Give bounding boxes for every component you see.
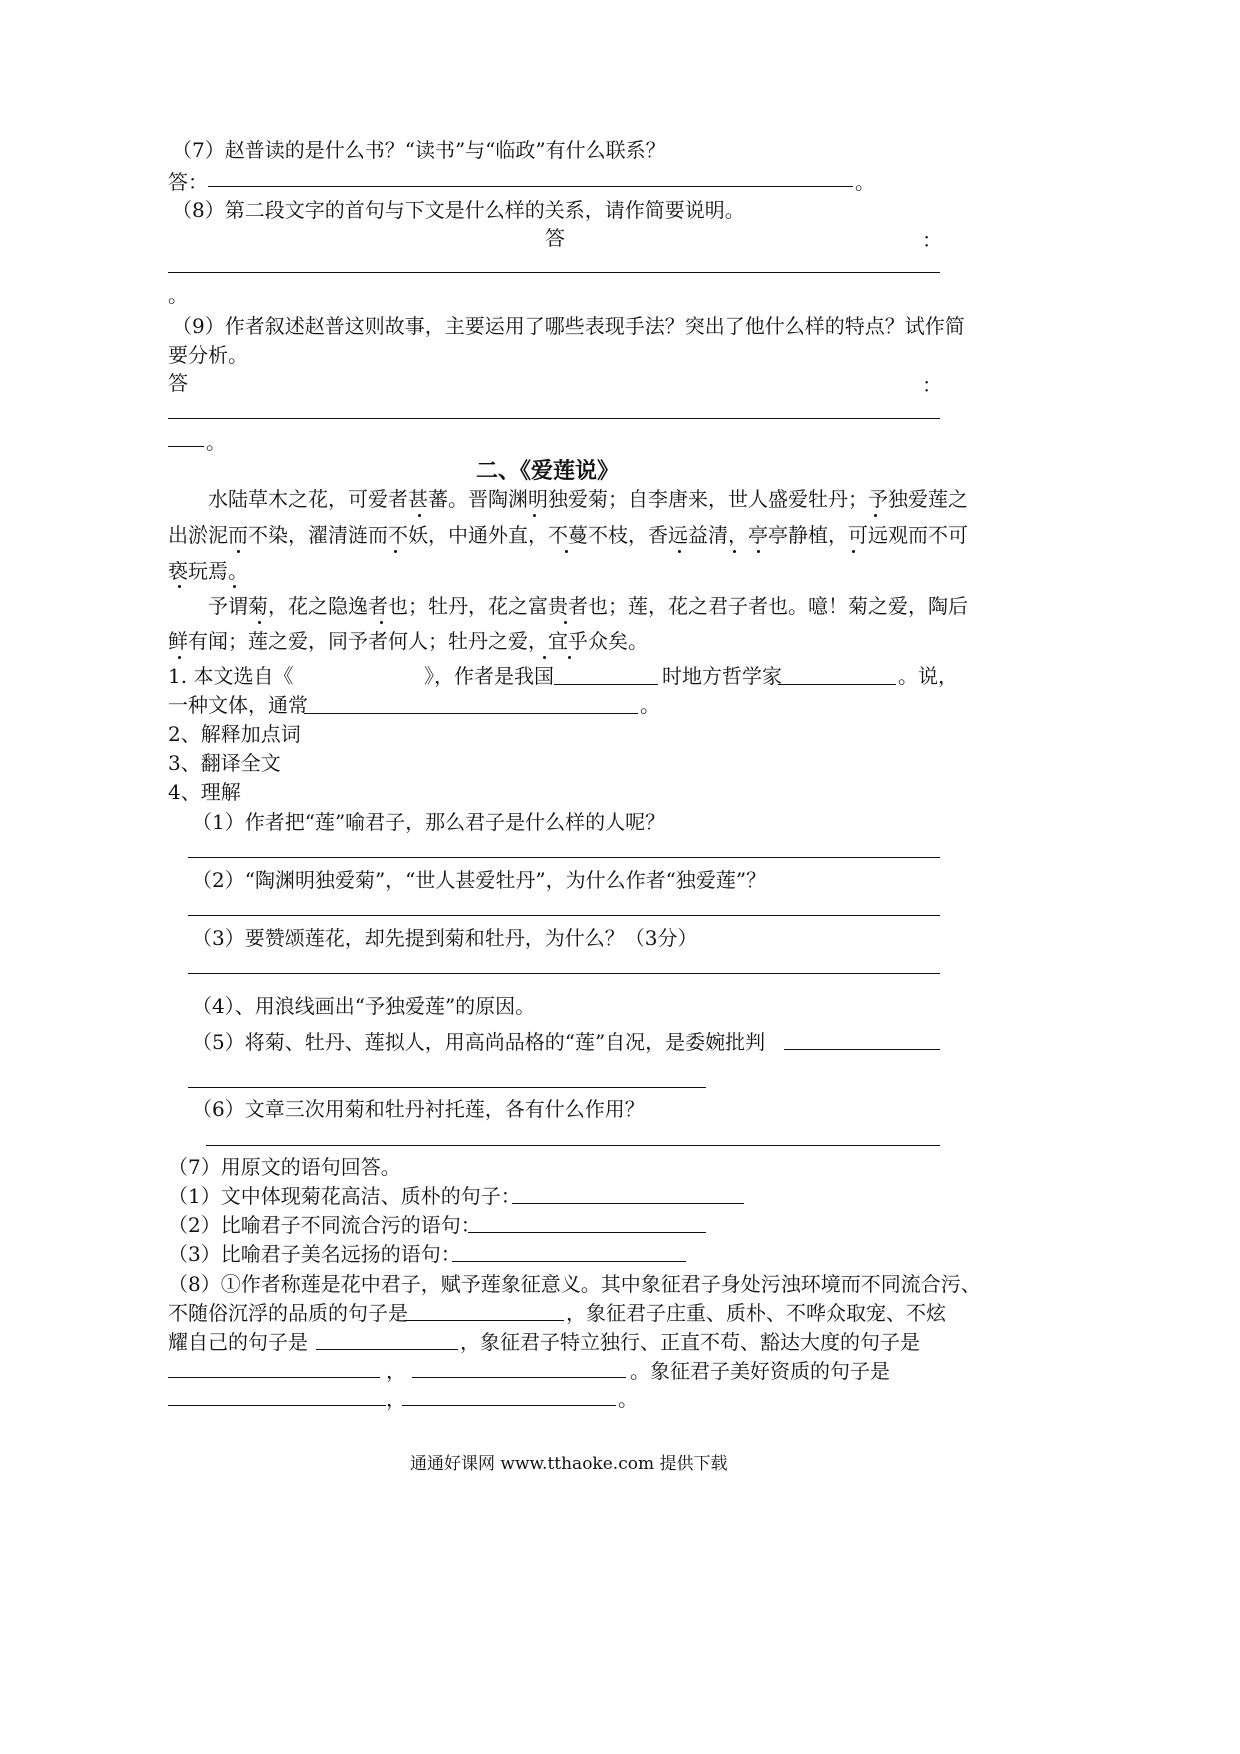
question-7: （7）赵普读的是什么书？“读书”与“临政”有什么联系？	[172, 138, 666, 162]
emphasis-dot	[543, 656, 546, 659]
answer-line-9b[interactable]	[168, 446, 204, 447]
question-4: 4、理解	[168, 780, 241, 804]
emphasis-dot	[233, 585, 236, 588]
answer-end-7: 。	[855, 170, 875, 194]
text-line-2: 出淤泥而不染，濯清涟而不妖，中通外直，不蔓不枝，香远益清，亭亭静植，可远观而不可	[168, 523, 968, 547]
answer-line-s3[interactable]	[188, 973, 940, 974]
sub-question-8-comma-2: ，	[386, 1387, 406, 1411]
sub-question-7: （7）用原文的语句回答。	[168, 1155, 401, 1179]
answer-label-8: 答	[545, 226, 565, 250]
emphasis-dot	[874, 514, 877, 517]
answer-colon-9: ：	[922, 373, 942, 397]
sub-question-8-comma-1: ，	[386, 1359, 406, 1383]
answer-line-s6[interactable]	[206, 1145, 940, 1146]
question-1-a: 1. 本文选自《	[168, 664, 294, 688]
emphasis-dot	[237, 550, 240, 553]
answer-end-9: 。	[206, 430, 226, 454]
answer-label-7: 答：	[168, 170, 208, 194]
blank-s8-2[interactable]	[316, 1349, 458, 1350]
sub-question-1: （1）作者把“莲”喻君子，那么君子是什么样的人呢？	[192, 810, 666, 834]
emphasis-dot	[258, 621, 261, 624]
answer-line-s7-3[interactable]	[452, 1261, 686, 1262]
emphasis-dot	[380, 621, 383, 624]
question-1-end: 。	[640, 693, 660, 717]
blank-s8-3[interactable]	[168, 1377, 380, 1378]
answer-colon-8: ：	[922, 228, 942, 252]
emphasis-dot	[178, 656, 181, 659]
question-1-c: 时地方哲学家	[662, 664, 782, 688]
question-8: （8）第二段文字的首句与下文是什么样的关系，请作简要说明。	[172, 198, 745, 222]
question-9-line1: （9）作者叙述赵普这则故事，主要运用了哪些表现手法？突出了他什么样的特点？试作简	[172, 314, 965, 338]
answer-line-8[interactable]	[168, 272, 940, 273]
answer-line-s5b[interactable]	[188, 1087, 706, 1088]
sub-question-8-line3a: 耀自己的句子是	[168, 1330, 308, 1354]
sub-question-8-line2a: 不随俗沉浮的品质的句子是	[168, 1301, 408, 1325]
text-line-3: 亵玩焉。	[168, 559, 248, 583]
emphasis-dot	[564, 621, 567, 624]
sub-question-8-line2b: ，象征君子庄重、质朴、不哗众取宠、不炫	[566, 1301, 946, 1325]
sub-question-8-line4b: 。象征君子美好资质的句子是	[630, 1359, 890, 1383]
emphasis-dot	[394, 550, 397, 553]
question-1-b: 》，作者是我国	[424, 664, 554, 688]
sub-question-7-3: （3）比喻君子美名远扬的语句：	[168, 1242, 461, 1266]
blank-era[interactable]	[554, 684, 658, 685]
emphasis-dot	[852, 550, 855, 553]
sub-question-4: （4）、用浪线画出“予独爱莲”的原因。	[192, 994, 536, 1018]
answer-line-s7-2[interactable]	[468, 1232, 706, 1233]
emphasis-dot	[418, 514, 421, 517]
answer-line-s5a[interactable]	[784, 1049, 940, 1050]
question-9-line2: 要分析。	[168, 343, 248, 367]
footer-text: 通通好课网 www.tthaoke.com 提供下载	[410, 1454, 728, 1474]
answer-label-9: 答	[168, 371, 188, 395]
emphasis-dot	[178, 585, 181, 588]
emphasis-dot	[568, 656, 571, 659]
section-title: 二、《爱莲说》	[476, 458, 620, 484]
emphasis-dot	[678, 550, 681, 553]
emphasis-dot	[757, 550, 760, 553]
sub-question-8-line1: （8）①作者称莲是花中君子，赋予莲象征意义。其中象征君子身处污浊环境而不同流合污、	[168, 1272, 981, 1296]
blank-s8-5[interactable]	[168, 1405, 386, 1406]
text-line-1: 水陆草木之花，可爱者甚蕃。晋陶渊明独爱菊；自李唐来，世人盛爱牡丹；予独爱莲之	[208, 487, 968, 511]
sub-question-2: （2）“陶渊明独爱菊”，“世人甚爱牡丹”，为什么作者“独爱莲”？	[192, 868, 767, 892]
answer-end-8: 。	[168, 283, 188, 307]
emphasis-dot	[565, 550, 568, 553]
blank-s8-6[interactable]	[402, 1405, 616, 1406]
question-1-line2: 一种文体，通常	[168, 693, 308, 717]
sub-question-8-line3b: ，象征君子特立独行、正直不苟、豁达大度的句子是	[460, 1330, 920, 1354]
emphasis-dot	[533, 514, 536, 517]
text-line-5: 鲜有闻；莲之爱，同予者何人；牡丹之爱，宜乎众矣。	[168, 629, 648, 653]
blank-s8-4[interactable]	[412, 1377, 626, 1378]
text-line-4: 予谓菊，花之隐逸者也；牡丹，花之富贵者也；莲，花之君子者也。噫！菊之爱，陶后	[208, 594, 968, 618]
sub-question-5: （5）将菊、牡丹、莲拟人，用高尚品格的“莲”自况，是委婉批判	[192, 1030, 766, 1054]
blank-author[interactable]	[778, 684, 896, 685]
question-2: 2、解释加点词	[168, 722, 301, 746]
question-1-d: 。说，	[898, 664, 958, 688]
answer-line-s1[interactable]	[188, 857, 940, 858]
answer-line-9a[interactable]	[168, 418, 940, 419]
sub-question-6: （6）文章三次用菊和牡丹衬托莲，各有什么作用？	[192, 1097, 645, 1121]
sub-question-8-end: 。	[618, 1387, 638, 1411]
question-3: 3、翻译全文	[168, 751, 281, 775]
answer-line-7[interactable]	[208, 186, 853, 187]
blank-s8-1[interactable]	[404, 1320, 564, 1321]
sub-question-3: （3）要赞颂莲花，却先提到菊和牡丹，为什么？（3分）	[192, 926, 698, 950]
answer-line-s2[interactable]	[188, 915, 940, 916]
sub-question-7-2: （2）比喻君子不同流合污的语句：	[168, 1213, 481, 1237]
blank-genre[interactable]	[304, 713, 638, 714]
answer-line-s7-1[interactable]	[512, 1203, 744, 1204]
sub-question-7-1: （1）文中体现菊花高洁、质朴的句子：	[168, 1184, 521, 1208]
emphasis-dot	[733, 550, 736, 553]
